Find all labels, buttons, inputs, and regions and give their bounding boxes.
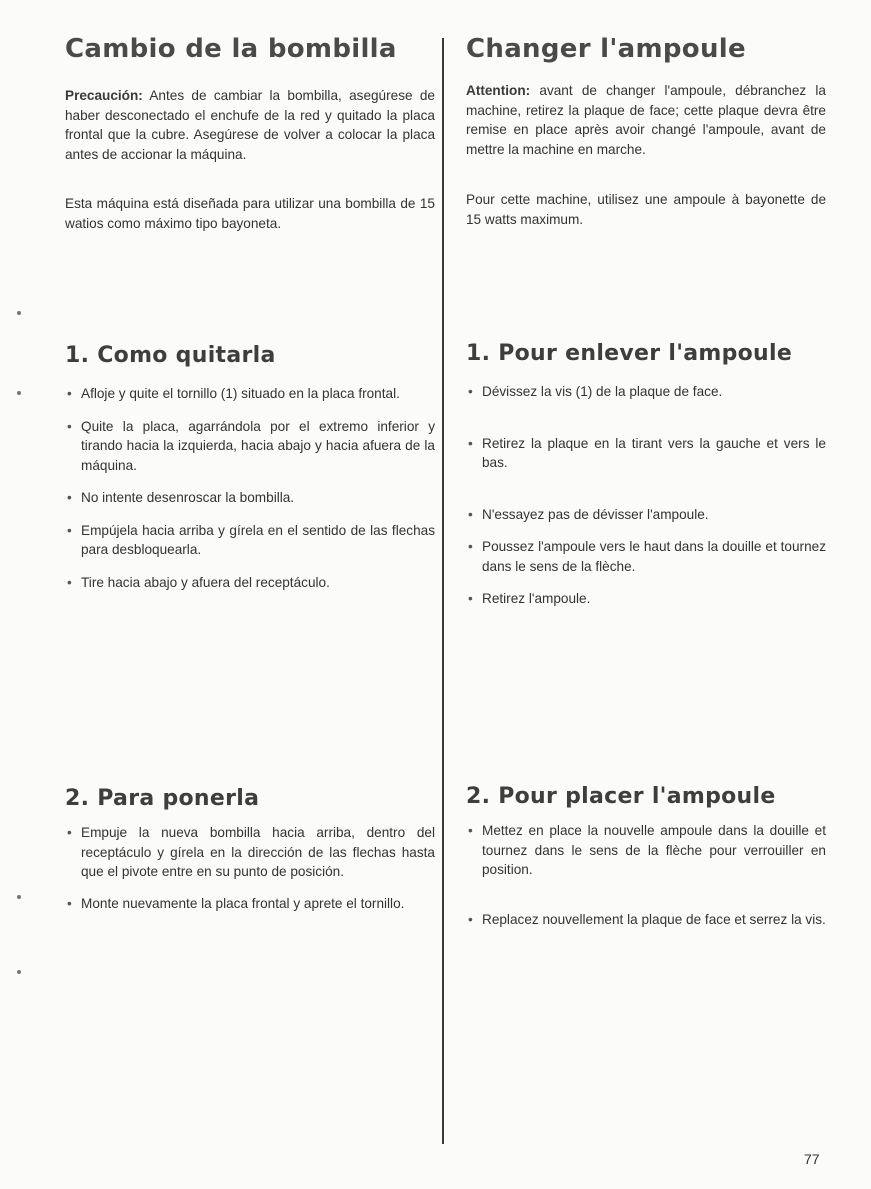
spanish-precaution bbox=[65, 86, 435, 164]
spanish-title: Cambio de la bombilla bbox=[65, 34, 397, 64]
list-item: • Monte nuevamente la placa frontal y aprete el tornillo. bbox=[65, 894, 435, 914]
scan-speck bbox=[17, 311, 21, 315]
precaution-text: Antes de cambiar la bombilla, asegúrese de haber desconectado el enchufe de la red y quitado la placa frontal que la cubre. Asegúrese de volver a colocar la placa antes de accionar la máquina. bbox=[65, 88, 435, 162]
scan-speck bbox=[17, 895, 21, 899]
list-item: • Retirez l'ampoule. bbox=[466, 589, 826, 609]
french-install-list bbox=[466, 821, 826, 929]
list-item: • Dévissez la vis (1) de la plaque de face. bbox=[466, 382, 826, 402]
french-install-heading: 2. Pour placer l'ampoule bbox=[466, 784, 776, 809]
scan-speck bbox=[17, 970, 21, 974]
spanish-remove-list bbox=[65, 384, 435, 592]
list-item: • Mettez en place la nouvelle ampoule dans la douille et tournez dans le sens de la flèche pour verrouiller en position. bbox=[466, 821, 826, 880]
attention-text: avant de changer l'ampoule, débranchez la machine, retirez la plaque de face; cette plaque devra être remise en place après avoir changé l'ampoule, avant de mettre la machine en marche. bbox=[466, 83, 826, 157]
french-remove-list bbox=[466, 382, 826, 609]
french-remove-heading: 1. Pour enlever l'ampoule bbox=[466, 341, 793, 366]
list-item: • N'essayez pas de dévisser l'ampoule. bbox=[466, 505, 826, 525]
list-item: • No intente desenroscar la bombilla. bbox=[65, 488, 435, 508]
scan-speck bbox=[17, 391, 21, 395]
attention-label: Attention: bbox=[466, 83, 531, 98]
list-item: • Tire hacia abajo y afuera del receptáculo. bbox=[65, 573, 435, 593]
page-number: 77 bbox=[804, 1151, 820, 1167]
french-attention bbox=[466, 81, 826, 159]
column-divider bbox=[442, 38, 444, 1144]
spanish-remove-heading: 1. Como quitarla bbox=[65, 343, 276, 368]
precaution-label: Precaución: bbox=[65, 88, 143, 103]
list-item: • Quite la placa, agarrándola por el extremo inferior y tirando hacia la izquierda, hacia abajo y hacia afuera de la máquina. bbox=[65, 417, 435, 476]
spanish-install-heading: 2. Para ponerla bbox=[65, 786, 260, 811]
list-item: • Afloje y quite el tornillo (1) situado en la placa frontal. bbox=[65, 384, 435, 404]
spanish-intro: Esta máquina está diseñada para utilizar una bombilla de 15 watios como máximo tipo bayoneta. bbox=[65, 196, 435, 231]
spanish-install-list bbox=[65, 823, 435, 913]
french-intro: Pour cette machine, utilisez une ampoule à bayonette de 15 watts maximum. bbox=[466, 192, 826, 227]
list-item: • Empuje la nueva bombilla hacia arriba, dentro del receptáculo y gírela en la dirección de las flechas hasta que el pivote entre en su punto de posición. bbox=[65, 823, 435, 882]
list-item: • Replacez nouvellement la plaque de face et serrez la vis. bbox=[466, 910, 826, 930]
french-title: Changer l'ampoule bbox=[466, 34, 746, 64]
list-item: • Poussez l'ampoule vers le haut dans la douille et tournez dans le sens de la flèche. bbox=[466, 537, 826, 576]
list-item: • Empújela hacia arriba y gírela en el sentido de las flechas para desbloquearla. bbox=[65, 521, 435, 560]
list-item: • Retirez la plaque en la tirant vers la gauche et vers le bas. bbox=[466, 434, 826, 473]
